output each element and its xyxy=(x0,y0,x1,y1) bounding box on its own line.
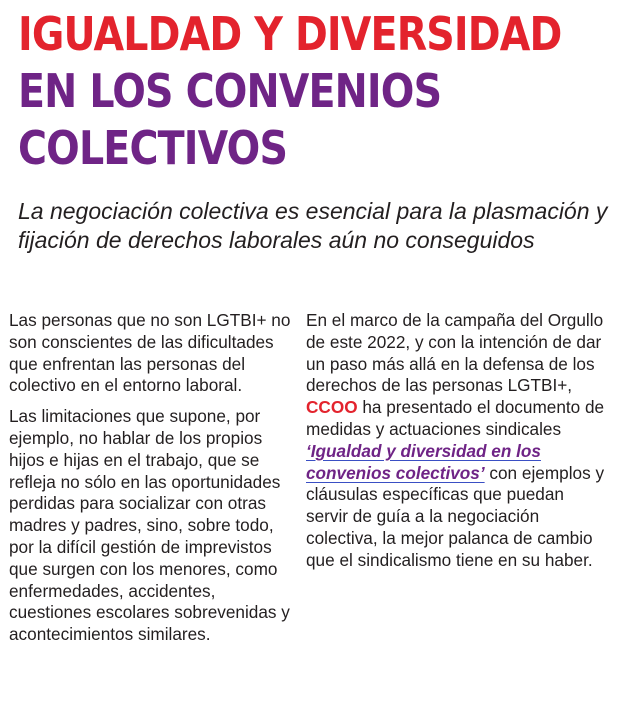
right-paragraph xyxy=(306,310,606,572)
left-paragraph-1: Las personas que no son LGTBI+ no son conscientes de las dificultades que enfrentan las personas del colectivo en el entorno laboral. xyxy=(9,310,291,396)
article-subtitle: La negociación colectiva es esencial para la plasmación y fijación de derechos laborales aún no conseguidos xyxy=(18,198,608,253)
title-line-3: COLECTIVOS xyxy=(18,121,288,175)
right-column xyxy=(306,310,606,581)
right-text-intro: En el marco de la campaña del Orgullo de este 2022, y con la intención de dar un paso más allá en la defensa de los derechos de las personas LGTBI+, xyxy=(306,310,604,396)
right-text-end: con ejemplos y cláusulas específicas que puedan servir de guía a la negociación colectiva, la mejor palanca de cambio que el sindicalismo tiene en su haber. xyxy=(306,462,605,570)
org-name-ccoo: CCOO xyxy=(306,397,358,418)
article-title xyxy=(18,6,562,177)
left-column xyxy=(9,310,294,655)
left-paragraph-2: Las limitaciones que supone, por ejemplo, no hablar de los propios hijos e hijas en el trabajo, que se refleja no sólo en las oportunidades perdidas para socializar con otras madres y padres, sino, sobre todo, por la difícil gestión de imprevistos que surgen con los menores, como enfermedades, accidentes, cuestiones escolares sobrevenidas y acontecimientos similares. xyxy=(9,406,290,645)
right-text-middle: ha presentado el documento de medidas y actuaciones sindicales xyxy=(306,397,605,439)
document-title-link[interactable]: ‘Igualdad y diversidad en los convenios colectivos’ xyxy=(306,440,541,483)
title-line-1: IGUALDAD Y DIVERSIDAD xyxy=(18,7,562,61)
title-line-2: EN LOS CONVENIOS xyxy=(18,64,442,118)
